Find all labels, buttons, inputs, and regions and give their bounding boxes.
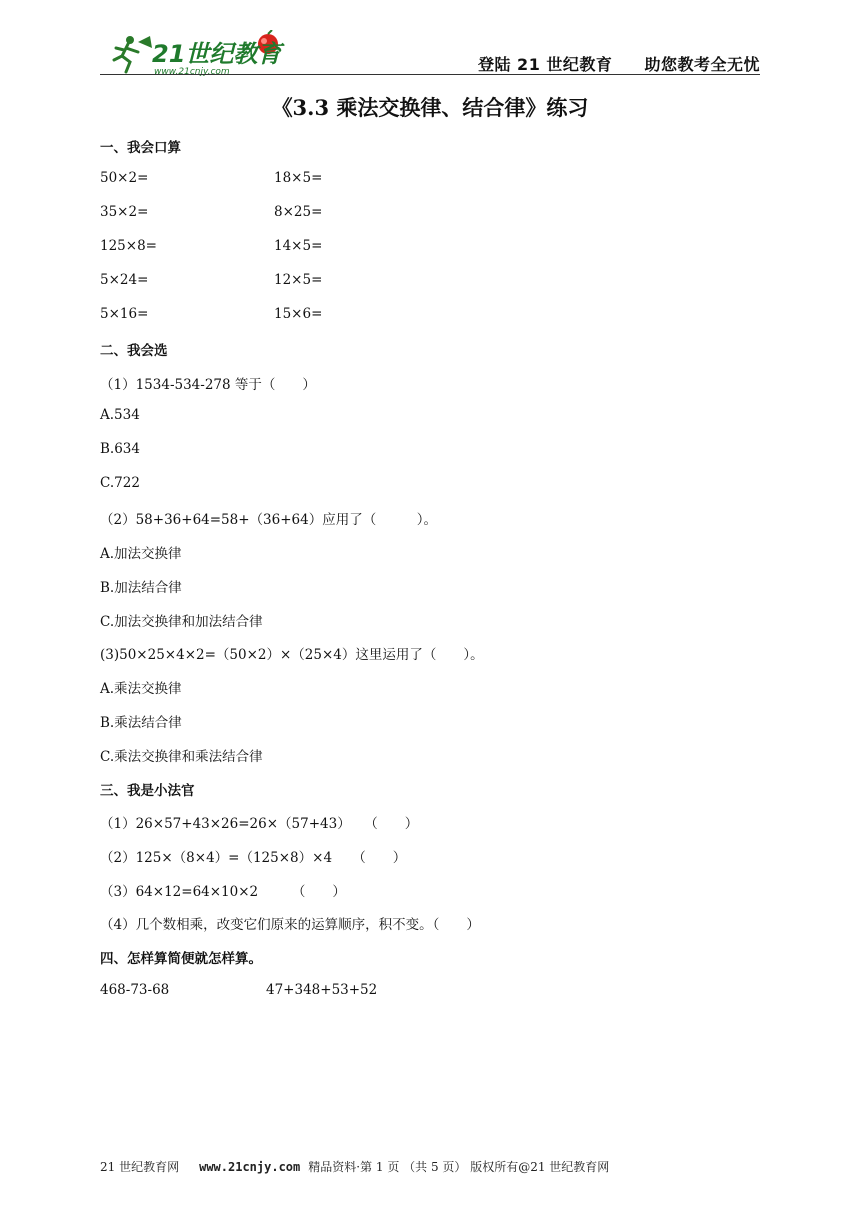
option-b: B.乘法结合律 xyxy=(100,715,182,731)
option-c: C.乘法交换律和乘法结合律 xyxy=(100,749,263,765)
section-heading-1: 一、我会口算 xyxy=(100,140,181,156)
calc-item: 14×5= xyxy=(274,238,323,254)
calc-item: 35×2= xyxy=(100,204,149,220)
calc-item: 5×24= xyxy=(100,272,149,288)
slogan-right: 助您教考全无忧 xyxy=(644,55,760,74)
question-3: (3)50×25×4×2=（50×2）×（25×4）这里运用了（ ）。 xyxy=(100,647,484,663)
calc-row xyxy=(100,306,323,322)
calc-row xyxy=(100,238,323,254)
svg-text:21世纪教育: 21世纪教育 xyxy=(152,40,282,68)
option-b: B.634 xyxy=(100,441,140,457)
judge-item: （3）64×12=64×10×2 （ ） xyxy=(100,884,346,900)
footer-left: 21 世纪教育网 xyxy=(100,1160,180,1174)
page-header xyxy=(100,30,760,76)
page-title: 《3.3 乘法交换律、结合律》练习 xyxy=(271,95,589,120)
judge-item: （2）125×（8×4）=（125×8）×4 （ ） xyxy=(100,850,407,866)
calc-row xyxy=(100,982,378,998)
header-divider xyxy=(100,74,760,75)
calc-row xyxy=(100,170,323,186)
calc-item: 18×5= xyxy=(274,170,323,186)
expression: 47+348+53+52 xyxy=(266,982,378,998)
footer-right: 精品资料·第 1 页 （共 5 页） 版权所有@21 世纪教育网 xyxy=(308,1160,610,1174)
section-heading-3: 三、我是小法官 xyxy=(100,783,195,799)
calc-item: 125×8= xyxy=(100,238,157,254)
question-1: （1）1534-534-278 等于（ ） xyxy=(100,377,316,393)
calc-row xyxy=(100,204,323,220)
option-a: A.加法交换律 xyxy=(100,546,182,562)
option-c: C.722 xyxy=(100,475,140,491)
calc-item: 50×2= xyxy=(100,170,149,186)
calc-row xyxy=(100,272,323,288)
footer-site-link[interactable]: www.21cnjy.com xyxy=(199,1160,301,1174)
option-a: A.534 xyxy=(100,407,140,423)
judge-item: （4）几个数相乘，改变它们原来的运算顺序，积不变。（ ） xyxy=(100,917,480,933)
judge-item: （1）26×57+43×26=26×（57+43） （ ） xyxy=(100,816,419,832)
question-2: （2）58+36+64=58+（36+64）应用了（ ）。 xyxy=(100,512,437,528)
calc-item: 5×16= xyxy=(100,306,149,322)
section-heading-2: 二、我会选 xyxy=(100,343,168,359)
slogan-left: 登陆 21 世纪教育 xyxy=(477,55,613,74)
svg-text:www.21cnjy.com: www.21cnjy.com xyxy=(154,67,230,76)
page-footer xyxy=(100,1158,609,1175)
section-heading-4: 四、怎样算简便就怎样算。 xyxy=(100,951,262,967)
option-b: B.加法结合律 xyxy=(100,580,182,596)
expression: 468-73-68 xyxy=(100,982,170,998)
calc-item: 8×25= xyxy=(274,204,323,220)
logo-21cnjy xyxy=(108,30,288,76)
option-c: C.加法交换律和加法结合律 xyxy=(100,614,263,630)
calc-item: 15×6= xyxy=(274,306,323,322)
option-a: A.乘法交换律 xyxy=(100,681,182,697)
calc-item: 12×5= xyxy=(274,272,323,288)
header-slogan xyxy=(452,52,760,75)
